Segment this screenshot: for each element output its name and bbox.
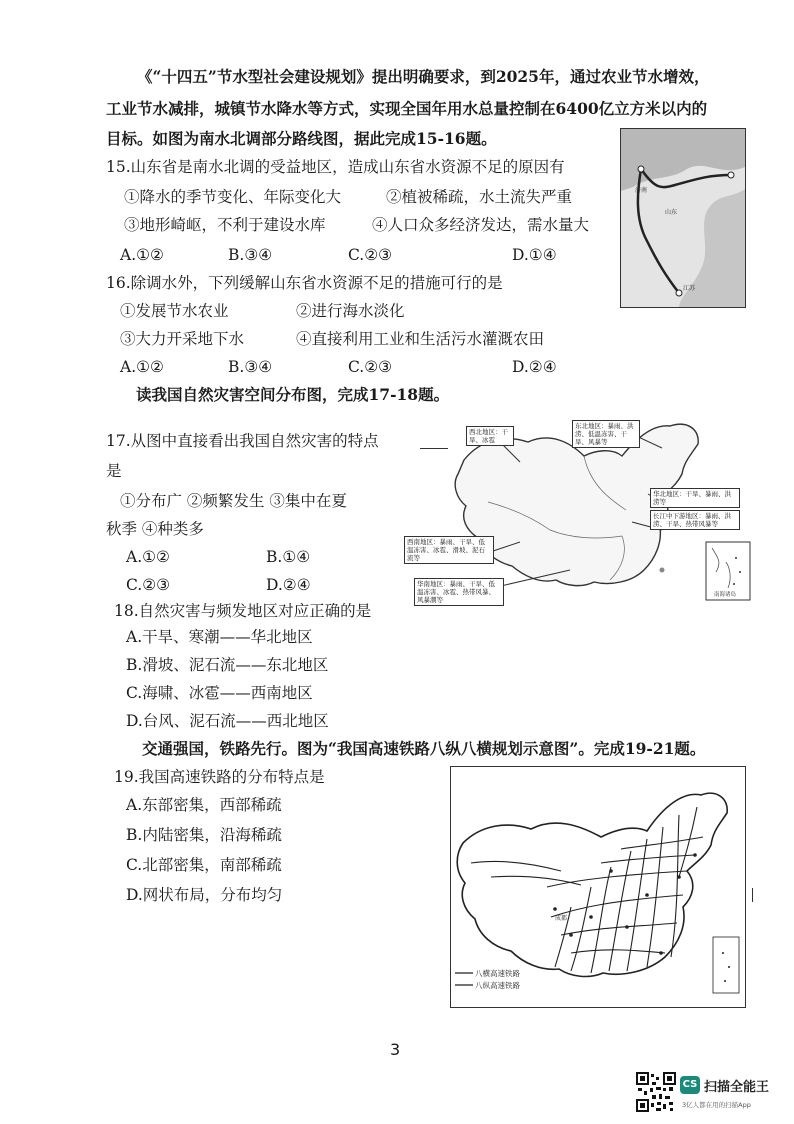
q15-statement-2: ②植被稀疏，水土流失严重: [386, 188, 573, 206]
question-16-stem: 16.除调水外，下列缓解山东省水资源不足的措施可行的是: [106, 274, 503, 292]
q15-statement-3: ③地形崎岖，不利于建设水库: [124, 216, 326, 234]
question-17-stem-line-1: 17.从图中直接看出我国自然灾害的特点: [106, 432, 379, 450]
hazard-label-northwest: 西北地区：干旱、冰雹: [466, 426, 514, 446]
q16-option-c: C.②③: [348, 358, 393, 376]
inset-label-south-china-sea: 南海诸岛: [714, 592, 737, 598]
q16-option-d: D.②④: [512, 358, 557, 376]
stray-mark-right: [752, 888, 753, 902]
intro-19-21: 交通强国，铁路先行。图为“我国高速铁路八纵八横规划示意图”。完成19-21题。: [142, 739, 706, 758]
q15-option-c: C.②③: [348, 246, 393, 264]
scanner-app-name: 扫描全能王: [704, 1080, 770, 1095]
intro-passage-line-1: 《“十四五”节水型社会建设规划》提出明确要求，到2025年，通过农业节水增效，: [137, 67, 710, 86]
water-diversion-map: [620, 128, 746, 308]
intro-passage-line-2: 工业节水减排，城镇节水降水等方式，实现全国年用水总量控制在6400亿立方米以内的: [106, 99, 708, 118]
question-18-stem: 18.自然灾害与频发地区对应正确的是: [114, 602, 372, 620]
hazard-label-northeast: 东北地区：暴雨、洪涝、低温冻害、干旱、风暴等: [572, 420, 640, 448]
high-speed-rail-map: [450, 766, 746, 1008]
page-number: 3: [390, 1040, 401, 1059]
legend-vertical-lines: 八纵高速铁路: [475, 981, 520, 990]
map1-label-jiangsu: 江苏: [683, 285, 696, 292]
hazard-label-yangtze: 长江中下游地区：暴雨、洪涝、干旱、热带风暴等: [650, 510, 740, 530]
legend-horizontal-lines: 八横高速铁路: [475, 969, 520, 978]
q16-statement-1: ①发展节水农业: [120, 302, 229, 320]
question-19-stem: 19.我国高速铁路的分布特点是: [114, 768, 325, 786]
q15-statement-4: ④人口众多经济发达，需水量大: [372, 216, 590, 234]
intro-passage-line-3: 目标。如图为南水北调部分路线图，据此完成15-16题。: [106, 129, 497, 148]
q17-option-c: C.②③: [126, 576, 171, 594]
q17-option-d: D.②④: [266, 576, 311, 594]
q19-option-d: D.网状布局，分布均匀: [126, 886, 283, 904]
q15-statement-1: ①降水的季节变化、年际变化大: [124, 188, 342, 206]
question-17-stem-line-2: 是: [106, 462, 122, 480]
q15-option-b: B.③④: [228, 246, 273, 264]
q19-option-b: B.内陆密集，沿海稀疏: [126, 826, 282, 844]
hazard-label-southwest: 西南地区：暴雨、干旱、低温冻害、冰雹、滑坡、泥石流等: [404, 536, 494, 564]
q17-option-b: B.①④: [266, 548, 311, 566]
q17-statements-line-2: 秋季 ④种类多: [106, 520, 204, 538]
q16-option-b: B.③④: [228, 358, 273, 376]
q18-option-a: A.干旱、寒潮——华北地区: [126, 628, 313, 646]
intro-17-18: 读我国自然灾害空间分布图，完成17-18题。: [136, 385, 450, 404]
cs-logo-icon: CS: [680, 1076, 700, 1094]
hazard-label-south: 华南地区：暴雨、干旱、低温冻害、冰雹、热带风暴、风暴潮等: [414, 578, 504, 606]
map1-label-shandong: 山东: [665, 209, 678, 216]
natural-hazard-map: [400, 412, 756, 610]
scanner-app-badge: [680, 1074, 790, 1114]
q15-option-d: D.①④: [512, 246, 557, 264]
q16-statement-3: ③大力开采地下水: [120, 330, 245, 348]
rail-map-label-chengdu: 成都: [555, 915, 568, 922]
question-15-stem: 15.山东省是南水北调的受益地区，造成山东省水资源不足的原因有: [106, 158, 565, 176]
q17-statements-line-1: ①分布广 ②频繁发生 ③集中在夏: [120, 492, 347, 510]
q15-option-a: A.①②: [120, 246, 164, 264]
q17-option-a: A.①②: [126, 548, 170, 566]
q16-statement-2: ②进行海水淡化: [296, 302, 405, 320]
q18-option-d: D.台风、泥石流——西北地区: [126, 712, 329, 730]
q16-statement-4: ④直接利用工业和生活污水灌溉农田: [296, 330, 545, 348]
qr-code-icon: [636, 1072, 676, 1112]
q16-option-a: A.①②: [120, 358, 164, 376]
q18-option-c: C.海啸、冰雹——西南地区: [126, 684, 313, 702]
q19-option-c: C.北部密集，南部稀疏: [126, 856, 282, 874]
map1-label-jinan: 济南: [635, 187, 648, 194]
scanner-app-tagline: 3亿人都在用的扫描App: [682, 1101, 751, 1109]
q19-option-a: A.东部密集，西部稀疏: [126, 796, 282, 814]
q18-option-b: B.滑坡、泥石流——东北地区: [126, 656, 329, 674]
hazard-label-north: 华北地区：干旱、暴雨、洪涝等: [650, 488, 740, 508]
